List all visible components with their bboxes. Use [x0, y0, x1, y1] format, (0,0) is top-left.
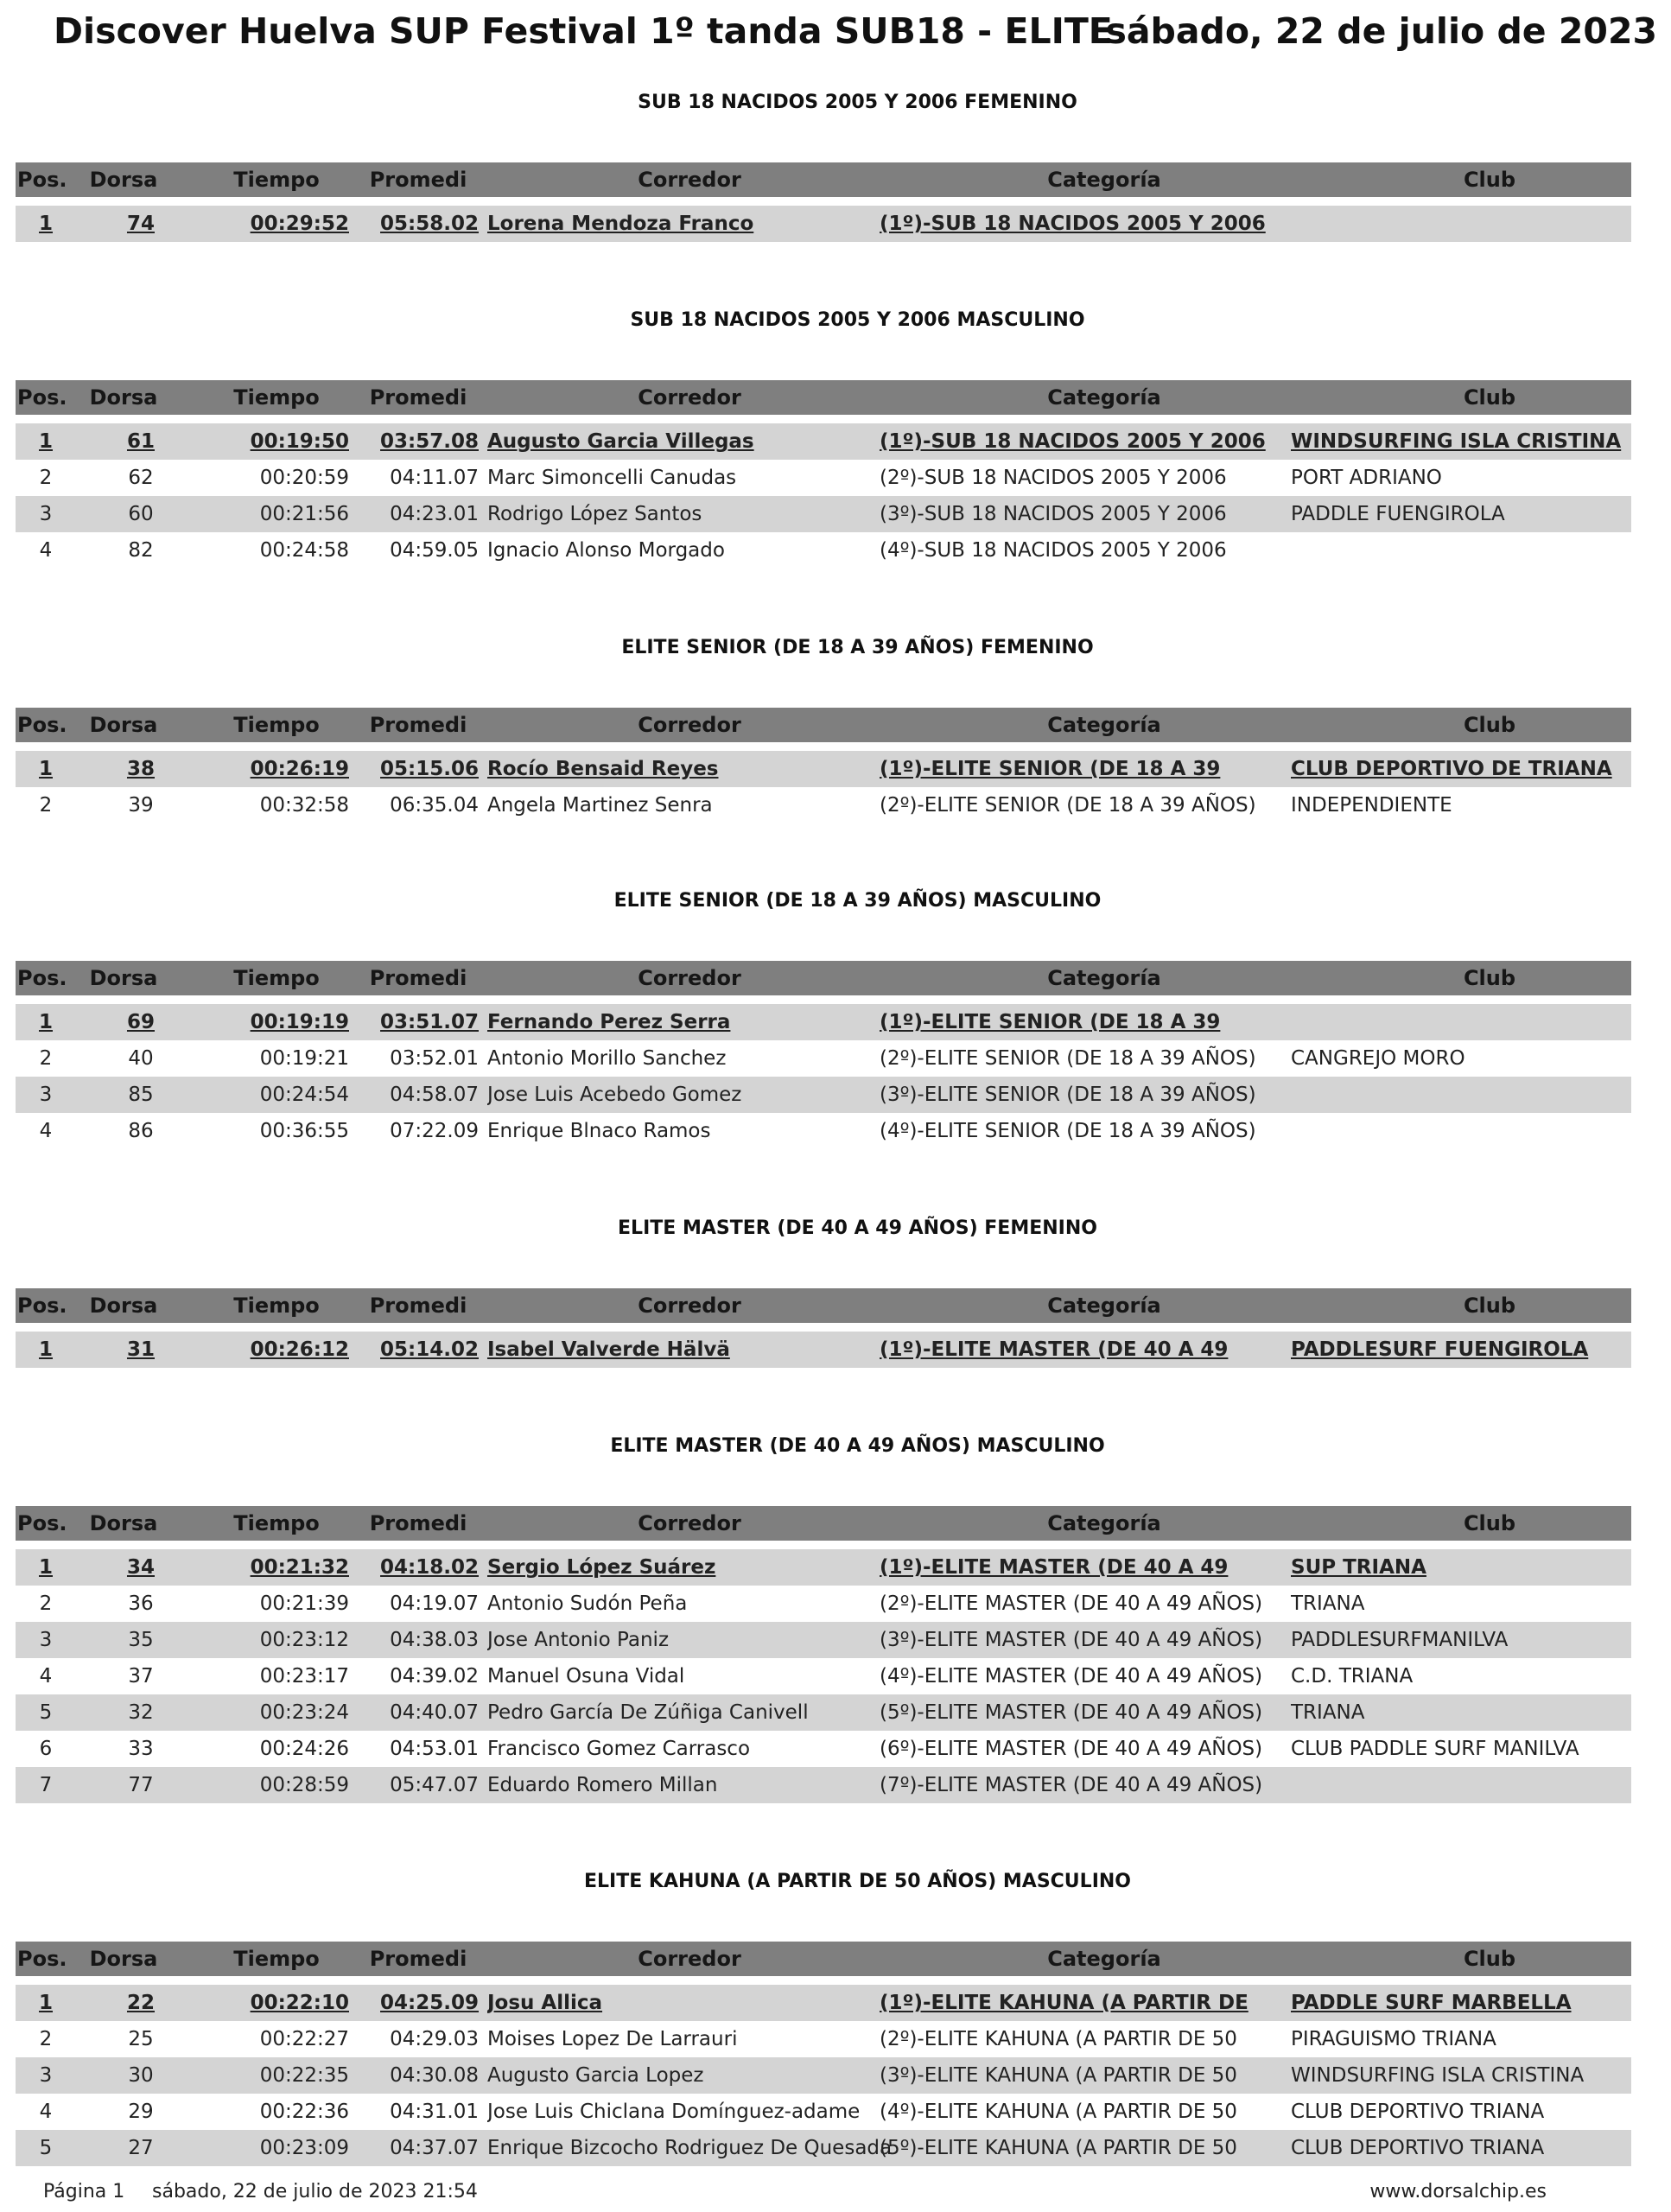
column-header-pos: Pos.: [17, 713, 67, 737]
column-header-corredor: Corredor: [638, 385, 741, 410]
column-header-dorsal: Dorsa: [89, 168, 158, 192]
cell-categoria: (3º)-ELITE MASTER (DE 40 A 49 AÑOS): [880, 1629, 1263, 1651]
cell-promedio[interactable]: 04:25.09: [380, 1992, 479, 2014]
section-title: SUB 18 NACIDOS 2005 Y 2006 MASCULINO: [630, 309, 1085, 331]
table-row: [16, 2130, 1631, 2166]
cell-pos: 4: [39, 539, 53, 562]
cell-pos[interactable]: 1: [38, 1338, 53, 1361]
column-header-promedio: Promedi: [369, 1294, 467, 1318]
table-row[interactable]: [16, 1549, 1631, 1586]
cell-pos: 2: [39, 467, 53, 489]
cell-categoria: (2º)-ELITE MASTER (DE 40 A 49 AÑOS): [880, 1592, 1263, 1615]
column-header-club: Club: [1463, 1294, 1516, 1318]
table-header: [16, 380, 1631, 415]
cell-tiempo[interactable]: 00:29:52: [250, 213, 349, 235]
cell-promedio: 05:47.07: [390, 1774, 479, 1796]
column-header-tiempo: Tiempo: [233, 385, 320, 410]
table-header: [16, 1506, 1631, 1541]
cell-corredor[interactable]: Fernando Perez Serra: [487, 1011, 731, 1033]
table-row: [16, 1658, 1631, 1694]
cell-promedio: 04:40.07: [390, 1701, 479, 1724]
results-table: [16, 380, 1631, 569]
column-header-pos: Pos.: [17, 168, 67, 192]
cell-corredor[interactable]: Augusto Garcia Villegas: [487, 430, 754, 453]
cell-club: PADDLE FUENGIROLA: [1291, 503, 1505, 525]
table-header: [16, 961, 1631, 995]
cell-club[interactable]: CLUB DEPORTIVO DE TRIANA: [1291, 758, 1612, 780]
cell-tiempo[interactable]: 00:26:12: [250, 1338, 349, 1361]
cell-corredor[interactable]: Rocío Bensaid Reyes: [487, 758, 719, 780]
cell-pos: 5: [39, 2137, 53, 2159]
cell-dorsal: 35: [128, 1629, 154, 1651]
cell-promedio: 04:11.07: [390, 467, 479, 489]
table-header: [16, 708, 1631, 742]
cell-pos: 4: [39, 2101, 53, 2123]
table-row: [16, 1040, 1631, 1077]
column-header-categoria: Categoría: [1047, 1947, 1161, 1971]
cell-dorsal: 32: [128, 1701, 154, 1724]
cell-promedio[interactable]: 03:51.07: [380, 1011, 479, 1033]
cell-promedio[interactable]: 04:18.02: [380, 1556, 479, 1579]
cell-pos: 3: [39, 1084, 53, 1106]
cell-tiempo: 00:23:09: [259, 2137, 349, 2159]
cell-promedio: 04:53.01: [390, 1738, 479, 1760]
column-header-categoria: Categoría: [1047, 966, 1161, 990]
section-title: ELITE MASTER (DE 40 A 49 AÑOS) MASCULINO: [610, 1435, 1105, 1457]
cell-promedio: 06:35.04: [390, 794, 479, 817]
section-title: ELITE SENIOR (DE 18 A 39 AÑOS) MASCULINO: [613, 890, 1102, 912]
cell-corredor: Manuel Osuna Vidal: [487, 1665, 685, 1688]
cell-tiempo: 00:28:59: [259, 1774, 349, 1796]
table-row[interactable]: [16, 423, 1631, 460]
column-header-club: Club: [1463, 1511, 1516, 1535]
cell-corredor[interactable]: Josu Allica: [487, 1992, 603, 2014]
cell-categoria: (3º)-ELITE SENIOR (DE 18 A 39 AÑOS): [880, 1084, 1256, 1106]
cell-categoria: (2º)-ELITE SENIOR (DE 18 A 39 AÑOS): [880, 794, 1256, 817]
cell-pos: 3: [39, 1629, 53, 1651]
cell-corredor: Rodrigo López Santos: [487, 503, 702, 525]
footer-page-number: Página 1: [43, 2181, 125, 2202]
column-header-tiempo: Tiempo: [233, 966, 320, 990]
column-header-categoria: Categoría: [1047, 1511, 1161, 1535]
cell-club: INDEPENDIENTE: [1291, 794, 1452, 817]
cell-club: CANGREJO MORO: [1291, 1047, 1465, 1070]
cell-tiempo: 00:24:26: [259, 1738, 349, 1760]
cell-corredor[interactable]: Isabel Valverde Hälvä: [487, 1338, 730, 1361]
cell-corredor: Antonio Sudón Peña: [487, 1592, 688, 1615]
cell-club: PADDLESURFMANILVA: [1291, 1629, 1509, 1651]
cell-pos: 4: [39, 1665, 53, 1688]
cell-dorsal: 37: [128, 1665, 154, 1688]
cell-categoria: (4º)-SUB 18 NACIDOS 2005 Y 2006: [880, 539, 1227, 562]
cell-dorsal: 82: [128, 539, 154, 562]
cell-pos[interactable]: 1: [38, 1992, 53, 2014]
column-header-tiempo: Tiempo: [233, 1947, 320, 1971]
table-row: [16, 1586, 1631, 1622]
cell-dorsal: 39: [128, 794, 154, 817]
cell-dorsal: 36: [128, 1592, 154, 1615]
column-header-corredor: Corredor: [638, 168, 741, 192]
cell-tiempo[interactable]: 00:21:32: [250, 1556, 349, 1579]
cell-dorsal: 77: [128, 1774, 154, 1796]
column-header-corredor: Corredor: [638, 1947, 741, 1971]
table-row[interactable]: [16, 1985, 1631, 2021]
cell-tiempo[interactable]: 00:26:19: [250, 758, 349, 780]
cell-tiempo: 00:21:56: [259, 503, 349, 525]
cell-pos: 3: [39, 503, 53, 525]
cell-pos: 2: [39, 1592, 53, 1615]
column-header-pos: Pos.: [17, 1294, 67, 1318]
cell-categoria[interactable]: (1º)-ELITE SENIOR (DE 18 A 39: [880, 1011, 1221, 1033]
results-table: [16, 162, 1631, 242]
cell-promedio: 04:59.05: [390, 539, 479, 562]
cell-club[interactable]: WINDSURFING ISLA CRISTINA: [1291, 430, 1622, 453]
column-header-promedio: Promedi: [369, 966, 467, 990]
cell-pos[interactable]: 1: [38, 213, 53, 235]
cell-pos: 7: [39, 1774, 53, 1796]
cell-categoria[interactable]: (1º)-SUB 18 NACIDOS 2005 Y 2006: [880, 430, 1266, 453]
cell-club[interactable]: SUP TRIANA: [1291, 1556, 1426, 1579]
cell-promedio: 04:30.08: [390, 2064, 479, 2087]
results-table: [16, 961, 1631, 1149]
results-table: [16, 1942, 1631, 2166]
table-header: [16, 162, 1631, 197]
cell-club: TRIANA: [1291, 1592, 1365, 1615]
section-title: SUB 18 NACIDOS 2005 Y 2006 FEMENINO: [638, 92, 1077, 113]
column-header-dorsal: Dorsa: [89, 385, 158, 410]
cell-categoria: (4º)-ELITE SENIOR (DE 18 A 39 AÑOS): [880, 1120, 1256, 1142]
cell-club: C.D. TRIANA: [1291, 1665, 1414, 1688]
table-row: [16, 532, 1631, 569]
section-title: ELITE SENIOR (DE 18 A 39 AÑOS) FEMENINO: [621, 637, 1094, 658]
cell-dorsal: 60: [128, 503, 154, 525]
cell-dorsal[interactable]: 61: [126, 430, 155, 453]
column-header-corredor: Corredor: [638, 966, 741, 990]
cell-categoria: (7º)-ELITE MASTER (DE 40 A 49 AÑOS): [880, 1774, 1263, 1796]
column-header-tiempo: Tiempo: [233, 1511, 320, 1535]
table-row: [16, 2021, 1631, 2057]
cell-pos: 2: [39, 794, 53, 817]
column-header-club: Club: [1463, 168, 1516, 192]
cell-categoria: (2º)-ELITE KAHUNA (A PARTIR DE 50: [880, 2028, 1237, 2050]
column-header-promedio: Promedi: [369, 168, 467, 192]
table-row[interactable]: [16, 751, 1631, 787]
column-header-promedio: Promedi: [369, 713, 467, 737]
cell-pos: 2: [39, 2028, 53, 2050]
table-row: [16, 1767, 1631, 1803]
column-header-dorsal: Dorsa: [89, 966, 158, 990]
cell-tiempo: 00:22:36: [259, 2101, 349, 2123]
cell-categoria[interactable]: (1º)-ELITE MASTER (DE 40 A 49: [880, 1338, 1229, 1361]
results-table: [16, 708, 1631, 823]
column-header-dorsal: Dorsa: [89, 1947, 158, 1971]
column-header-pos: Pos.: [17, 1511, 67, 1535]
cell-categoria: (2º)-SUB 18 NACIDOS 2005 Y 2006: [880, 467, 1227, 489]
cell-tiempo: 00:21:39: [259, 1592, 349, 1615]
cell-tiempo: 00:24:58: [259, 539, 349, 562]
cell-pos[interactable]: 1: [38, 1556, 53, 1579]
cell-categoria: (4º)-ELITE KAHUNA (A PARTIR DE 50: [880, 2101, 1237, 2123]
column-header-promedio: Promedi: [369, 1947, 467, 1971]
column-header-pos: Pos.: [17, 966, 67, 990]
cell-categoria: (5º)-ELITE KAHUNA (A PARTIR DE 50: [880, 2137, 1237, 2159]
cell-tiempo: 00:23:24: [259, 1701, 349, 1724]
cell-pos: 2: [39, 1047, 53, 1070]
cell-corredor: Antonio Morillo Sanchez: [487, 1047, 727, 1070]
footer-website: www.dorsalchip.es: [1369, 2181, 1547, 2202]
cell-corredor: Pedro García De Zúñiga Canivell: [487, 1701, 809, 1724]
table-row[interactable]: [16, 206, 1631, 242]
document-title: Discover Huelva SUP Festival 1º tanda SUB18 - ELITE: [54, 10, 1113, 52]
cell-dorsal[interactable]: 69: [126, 1011, 155, 1033]
cell-categoria[interactable]: (1º)-SUB 18 NACIDOS 2005 Y 2006: [880, 213, 1266, 235]
table-row: [16, 1622, 1631, 1658]
cell-tiempo[interactable]: 00:19:50: [250, 430, 349, 453]
document-date: sábado, 22 de julio de 2023: [1105, 10, 1657, 52]
section-title: ELITE KAHUNA (A PARTIR DE 50 AÑOS) MASCULINO: [583, 1871, 1131, 1892]
cell-club: CLUB PADDLE SURF MANILVA: [1291, 1738, 1579, 1760]
cell-pos[interactable]: 1: [38, 430, 53, 453]
cell-categoria: (3º)-ELITE KAHUNA (A PARTIR DE 50: [880, 2064, 1237, 2087]
cell-pos: 5: [39, 1701, 53, 1724]
cell-corredor: Augusto Garcia Lopez: [487, 2064, 704, 2087]
cell-club: PIRAGUISMO TRIANA: [1291, 2028, 1496, 2050]
cell-pos: 4: [39, 1120, 53, 1142]
column-header-categoria: Categoría: [1047, 385, 1161, 410]
column-header-club: Club: [1463, 966, 1516, 990]
table-row: [16, 2094, 1631, 2130]
column-header-tiempo: Tiempo: [233, 168, 320, 192]
cell-promedio: 04:23.01: [390, 503, 479, 525]
cell-pos[interactable]: 1: [38, 1011, 53, 1033]
column-header-corredor: Corredor: [638, 1511, 741, 1535]
cell-dorsal[interactable]: 34: [126, 1556, 155, 1579]
column-header-categoria: Categoría: [1047, 1294, 1161, 1318]
table-row: [16, 460, 1631, 496]
cell-club[interactable]: PADDLESURF FUENGIROLA: [1291, 1338, 1589, 1361]
column-header-dorsal: Dorsa: [89, 1294, 158, 1318]
cell-corredor: Ignacio Alonso Morgado: [487, 539, 725, 562]
cell-club[interactable]: PADDLE SURF MARBELLA: [1291, 1992, 1572, 2014]
cell-club: TRIANA: [1291, 1701, 1365, 1724]
table-row: [16, 2057, 1631, 2094]
cell-categoria[interactable]: (1º)-ELITE MASTER (DE 40 A 49: [880, 1556, 1229, 1579]
cell-dorsal: 30: [128, 2064, 154, 2087]
cell-promedio: 04:38.03: [390, 1629, 479, 1651]
column-header-club: Club: [1463, 1947, 1516, 1971]
cell-corredor[interactable]: Lorena Mendoza Franco: [487, 213, 754, 235]
cell-corredor: Francisco Gomez Carrasco: [487, 1738, 751, 1760]
cell-dorsal: 25: [128, 2028, 154, 2050]
cell-promedio: 04:58.07: [390, 1084, 479, 1106]
column-header-dorsal: Dorsa: [89, 713, 158, 737]
cell-tiempo: 00:36:55: [259, 1120, 349, 1142]
column-header-promedio: Promedi: [369, 1511, 467, 1535]
cell-pos[interactable]: 1: [38, 758, 53, 780]
cell-pos: 3: [39, 2064, 53, 2087]
cell-promedio: 04:31.01: [390, 2101, 479, 2123]
cell-corredor: Jose Luis Acebedo Gomez: [487, 1084, 742, 1106]
cell-tiempo: 00:32:58: [259, 794, 349, 817]
cell-dorsal[interactable]: 74: [126, 213, 155, 235]
cell-tiempo: 00:23:12: [259, 1629, 349, 1651]
table-row: [16, 1694, 1631, 1731]
footer-timestamp: sábado, 22 de julio de 2023 21:54: [152, 2181, 478, 2202]
cell-dorsal: 86: [128, 1120, 154, 1142]
cell-promedio: 04:19.07: [390, 1592, 479, 1615]
column-header-club: Club: [1463, 385, 1516, 410]
cell-promedio: 04:29.03: [390, 2028, 479, 2050]
cell-tiempo: 00:22:35: [259, 2064, 349, 2087]
cell-dorsal[interactable]: 38: [126, 758, 155, 780]
cell-club: CLUB DEPORTIVO TRIANA: [1291, 2101, 1545, 2123]
cell-corredor: Eduardo Romero Millan: [487, 1774, 718, 1796]
results-table: [16, 1288, 1631, 1368]
cell-promedio: 04:37.07: [390, 2137, 479, 2159]
column-header-corredor: Corredor: [638, 713, 741, 737]
column-header-dorsal: Dorsa: [89, 1511, 158, 1535]
cell-tiempo: 00:20:59: [259, 467, 349, 489]
cell-categoria: (5º)-ELITE MASTER (DE 40 A 49 AÑOS): [880, 1701, 1263, 1724]
cell-dorsal: 33: [128, 1738, 154, 1760]
table-row: [16, 1077, 1631, 1113]
cell-promedio: 07:22.09: [390, 1120, 479, 1142]
cell-pos: 6: [39, 1738, 53, 1760]
cell-promedio: 04:39.02: [390, 1665, 479, 1688]
cell-promedio[interactable]: 03:57.08: [380, 430, 479, 453]
cell-corredor: Marc Simoncelli Canudas: [487, 467, 737, 489]
column-header-club: Club: [1463, 713, 1516, 737]
cell-tiempo: 00:23:17: [259, 1665, 349, 1688]
cell-corredor: Enrique Bizcocho Rodriguez De Quesada: [487, 2137, 893, 2159]
column-header-promedio: Promedi: [369, 385, 467, 410]
cell-club: PORT ADRIANO: [1291, 467, 1442, 489]
cell-categoria[interactable]: (1º)-ELITE SENIOR (DE 18 A 39: [880, 758, 1221, 780]
table-row[interactable]: [16, 1004, 1631, 1040]
cell-corredor: Jose Antonio Paniz: [487, 1629, 670, 1651]
table-row[interactable]: [16, 1332, 1631, 1368]
column-header-pos: Pos.: [17, 385, 67, 410]
cell-club: CLUB DEPORTIVO TRIANA: [1291, 2137, 1545, 2159]
cell-dorsal[interactable]: 31: [126, 1338, 155, 1361]
cell-tiempo: 00:19:21: [259, 1047, 349, 1070]
cell-categoria: (6º)-ELITE MASTER (DE 40 A 49 AÑOS): [880, 1738, 1263, 1760]
cell-promedio: 03:52.01: [390, 1047, 479, 1070]
cell-tiempo[interactable]: 00:22:10: [250, 1992, 349, 2014]
cell-promedio[interactable]: 05:15.06: [380, 758, 479, 780]
table-header: [16, 1942, 1631, 1976]
cell-categoria: (2º)-ELITE SENIOR (DE 18 A 39 AÑOS): [880, 1047, 1256, 1070]
table-row: [16, 1731, 1631, 1767]
cell-categoria[interactable]: (1º)-ELITE KAHUNA (A PARTIR DE: [880, 1992, 1248, 2014]
cell-corredor: Angela Martinez Senra: [487, 794, 713, 817]
table-header: [16, 1288, 1631, 1323]
cell-promedio[interactable]: 05:58.02: [380, 213, 479, 235]
cell-dorsal: 40: [128, 1047, 154, 1070]
column-header-categoria: Categoría: [1047, 168, 1161, 192]
column-header-corredor: Corredor: [638, 1294, 741, 1318]
column-header-pos: Pos.: [17, 1947, 67, 1971]
cell-tiempo: 00:24:54: [259, 1084, 349, 1106]
table-row: [16, 1113, 1631, 1149]
column-header-categoria: Categoría: [1047, 713, 1161, 737]
column-header-tiempo: Tiempo: [233, 713, 320, 737]
cell-tiempo: 00:22:27: [259, 2028, 349, 2050]
cell-dorsal[interactable]: 22: [126, 1992, 155, 2014]
cell-promedio[interactable]: 05:14.02: [380, 1338, 479, 1361]
cell-club: WINDSURFING ISLA CRISTINA: [1291, 2064, 1585, 2087]
cell-corredor: Enrique Blnaco Ramos: [487, 1120, 711, 1142]
cell-tiempo[interactable]: 00:19:19: [250, 1011, 349, 1033]
cell-dorsal: 27: [128, 2137, 154, 2159]
cell-categoria: (4º)-ELITE MASTER (DE 40 A 49 AÑOS): [880, 1665, 1263, 1688]
results-table: [16, 1506, 1631, 1803]
section-title: ELITE MASTER (DE 40 A 49 AÑOS) FEMENINO: [618, 1217, 1097, 1239]
cell-corredor: Moises Lopez De Larrauri: [487, 2028, 738, 2050]
cell-corredor: Jose Luis Chiclana Domínguez-adame: [487, 2101, 861, 2123]
cell-categoria: (3º)-SUB 18 NACIDOS 2005 Y 2006: [880, 503, 1227, 525]
column-header-tiempo: Tiempo: [233, 1294, 320, 1318]
table-row: [16, 496, 1631, 532]
cell-corredor[interactable]: Sergio López Suárez: [487, 1556, 716, 1579]
cell-dorsal: 85: [128, 1084, 154, 1106]
cell-dorsal: 62: [128, 467, 154, 489]
table-row: [16, 787, 1631, 823]
cell-dorsal: 29: [128, 2101, 154, 2123]
